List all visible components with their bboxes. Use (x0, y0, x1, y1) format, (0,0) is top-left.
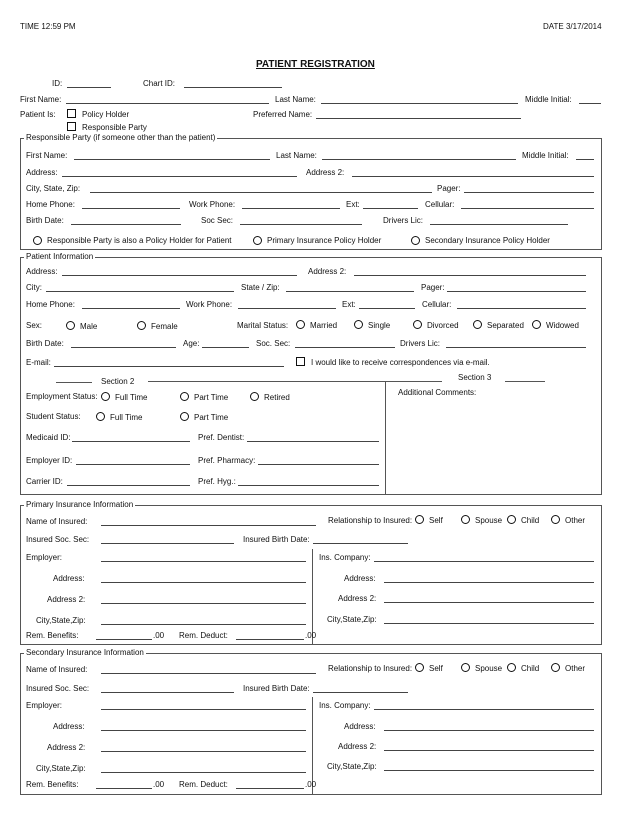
pt-address-field[interactable] (62, 275, 297, 276)
pt-drivers-lic-label: Drivers Lic: (400, 339, 441, 348)
pri-rem-deduct-label: Rem. Deduct: (179, 631, 228, 640)
pri-rem-benefits-label: Rem. Benefits: (26, 631, 79, 640)
pt-ext-label: Ext: (342, 300, 356, 309)
pref-dentist-label: Pref. Dentist: (198, 433, 245, 442)
pri-ins-company-field[interactable] (374, 561, 594, 562)
sec-insured-birth-label: Insured Birth Date: (243, 684, 310, 693)
marital-widowed-label: Widowed (546, 321, 579, 330)
student-full-time-radio[interactable] (96, 412, 105, 421)
pt-age-label: Age: (183, 339, 200, 348)
sec-spouse-radio[interactable] (461, 663, 470, 672)
pt-soc-sec-field[interactable] (295, 347, 395, 348)
policy-holder-checkbox[interactable] (67, 109, 76, 118)
preferred-name-field[interactable] (316, 118, 521, 119)
pri-name-insured-field[interactable] (101, 525, 316, 526)
pri-ins-company-label: Ins. Company: (319, 553, 371, 562)
pri-emp-address2-label: Address 2: (47, 595, 86, 604)
pt-age-field[interactable] (202, 347, 249, 348)
marital-married-radio[interactable] (296, 320, 305, 329)
sec-employer-field[interactable] (101, 709, 306, 710)
sex-male-label: Male (80, 322, 98, 331)
marital-married-label: Married (310, 321, 338, 330)
pri-ins-csz-field[interactable] (384, 623, 594, 624)
pri-emp-address-label: Address: (53, 574, 85, 583)
pri-relationship-label: Relationship to Insured: (328, 516, 413, 525)
pref-pharmacy-field[interactable] (258, 464, 379, 465)
marital-separated-label: Separated (487, 321, 524, 330)
sec-rem-deduct-label: Rem. Deduct: (179, 780, 228, 789)
employment-full-time-label: Full Time (115, 393, 148, 402)
pri-spouse-label: Spouse (475, 516, 503, 525)
marital-single-label: Single (368, 321, 391, 330)
resp-drivers-lic-label: Drivers Lic: (383, 216, 424, 225)
sec-emp-address-label: Address: (53, 722, 85, 731)
id-label: ID: (52, 79, 63, 88)
marital-widowed-radio[interactable] (532, 320, 541, 329)
sex-female-label: Female (151, 322, 178, 331)
sec-emp-csz-label: City,State,Zip: (36, 764, 86, 773)
medicaid-id-label: Medicaid ID: (26, 433, 71, 442)
resp-middle-initial-field[interactable] (576, 159, 594, 160)
pri-other-label: Other (565, 516, 586, 525)
pt-address2-field[interactable] (354, 275, 586, 276)
resp-work-phone-label: Work Phone: (189, 200, 236, 209)
pt-email-label: E-mail: (26, 358, 51, 367)
pri-ins-csz-label: City,State,Zip: (327, 615, 377, 624)
sex-female-radio[interactable] (137, 321, 146, 330)
student-part-time-label: Part Time (194, 413, 229, 422)
pt-work-phone-field[interactable] (238, 308, 336, 309)
sec-ins-csz-label: City,State,Zip: (327, 762, 377, 771)
resp-work-phone-field[interactable] (242, 208, 340, 209)
time-stamp: TIME 12:59 PM (20, 22, 76, 31)
sec-spouse-label: Spouse (475, 664, 503, 673)
sec-child-label: Child (521, 664, 540, 673)
pri-employer-field[interactable] (101, 561, 306, 562)
sec-emp-address-field[interactable] (101, 730, 306, 731)
pt-birth-date-label: Birth Date: (26, 339, 64, 348)
sec-name-insured-label: Name of Insured: (26, 665, 88, 674)
sec-child-radio[interactable] (507, 663, 516, 672)
pt-sex-label: Sex: (26, 321, 43, 330)
resp-address-label: Address: (26, 168, 58, 177)
pri-rem-benefits-cents: .00 (153, 631, 165, 640)
medicaid-id-field[interactable] (72, 441, 190, 442)
marital-divorced-radio[interactable] (413, 320, 422, 329)
resp-address-field[interactable] (62, 176, 297, 177)
pref-dentist-field[interactable] (247, 441, 379, 442)
resp-home-phone-field[interactable] (82, 208, 180, 209)
section-rule (148, 381, 442, 382)
resp-primary-holder-radio[interactable] (253, 236, 262, 245)
sec-ins-address-label: Address: (344, 722, 376, 731)
pri-self-label: Self (429, 516, 443, 525)
resp-drivers-lic-field[interactable] (430, 224, 568, 225)
resp-address2-label: Address 2: (306, 168, 345, 177)
pri-rem-benefits-field[interactable] (96, 639, 152, 640)
resp-first-name-field[interactable] (74, 159, 270, 160)
pt-home-phone-label: Home Phone: (26, 300, 75, 309)
resp-pager-field[interactable] (464, 192, 594, 193)
sec-rem-benefits-cents: .00 (153, 780, 165, 789)
sec-ins-address2-field[interactable] (384, 750, 594, 751)
employment-full-time-radio[interactable] (101, 392, 110, 401)
sec-employer-label: Employer: (26, 701, 63, 710)
first-name-field[interactable] (66, 103, 269, 104)
employment-part-time-radio[interactable] (180, 392, 189, 401)
pt-address-label: Address: (26, 267, 58, 276)
section2-label: Section 2 (101, 377, 135, 386)
pt-city-label: City: (26, 283, 42, 292)
resp-ext-field[interactable] (363, 208, 418, 209)
patient-information-title: Patient Information (26, 252, 94, 261)
employer-id-label: Employer ID: (26, 456, 73, 465)
pref-hyg-label: Pref. Hyg.: (198, 477, 236, 486)
pri-rem-deduct-field[interactable] (236, 639, 304, 640)
resp-home-phone-label: Home Phone: (26, 200, 75, 209)
policy-holder-label: Policy Holder (82, 110, 130, 119)
pri-ins-address2-field[interactable] (384, 602, 594, 603)
first-name-label: First Name: (20, 95, 62, 104)
pt-state-zip-field[interactable] (286, 291, 414, 292)
marital-status-label: Marital Status: (237, 321, 289, 330)
resp-cellular-field[interactable] (461, 208, 594, 209)
employment-retired-label: Retired (264, 393, 290, 402)
additional-comments-label: Additional Comments: (398, 388, 477, 397)
resp-ext-label: Ext: (346, 200, 360, 209)
sec-ins-company-field[interactable] (374, 709, 594, 710)
sec-relationship-label: Relationship to Insured: (328, 664, 413, 673)
sec-name-insured-field[interactable] (101, 673, 316, 674)
section3-rule-right (505, 381, 545, 382)
resp-middle-initial-label: Middle Initial: (522, 151, 569, 160)
pt-pager-field[interactable] (447, 291, 586, 292)
resp-birth-date-field[interactable] (71, 224, 181, 225)
resp-primary-holder-label: Primary Insurance Policy Holder (267, 236, 382, 245)
pt-address2-label: Address 2: (308, 267, 347, 276)
student-status-label: Student Status: (26, 412, 81, 421)
sec-emp-address2-label: Address 2: (47, 743, 86, 752)
resp-address2-field[interactable] (352, 176, 594, 177)
resp-soc-sec-field[interactable] (240, 224, 362, 225)
resp-soc-sec-label: Soc Sec: (201, 216, 234, 225)
responsible-party-title: Responsible Party (if someone other than the patient) (26, 133, 216, 142)
chart-id-label: Chart ID: (143, 79, 176, 88)
sec-insured-birth-field[interactable] (313, 692, 408, 693)
pt-drivers-lic-field[interactable] (446, 347, 586, 348)
sec-self-label: Self (429, 664, 443, 673)
section3-label: Section 3 (458, 373, 492, 382)
sec-other-radio[interactable] (551, 663, 560, 672)
sec-self-radio[interactable] (415, 663, 424, 672)
pri-name-insured-label: Name of Insured: (26, 517, 88, 526)
pri-emp-address-field[interactable] (101, 582, 306, 583)
responsible-party-label: Responsible Party (82, 123, 147, 132)
sex-male-radio[interactable] (66, 321, 75, 330)
pt-soc-sec-label: Soc. Sec: (256, 339, 291, 348)
responsible-party-checkbox[interactable] (67, 122, 76, 131)
pt-pager-label: Pager: (421, 283, 445, 292)
pt-cellular-field[interactable] (457, 308, 586, 309)
pri-rem-deduct-cents: .00 (305, 631, 317, 640)
marital-separated-radio[interactable] (473, 320, 482, 329)
employment-status-label: Employment Status: (26, 392, 98, 401)
pri-ins-address2-label: Address 2: (338, 594, 377, 603)
resp-secondary-holder-label: Secondary Insurance Policy Holder (425, 236, 550, 245)
sec-emp-address2-field[interactable] (101, 751, 306, 752)
marital-single-radio[interactable] (354, 320, 363, 329)
pri-employer-label: Employer: (26, 553, 63, 562)
sec-ins-address2-label: Address 2: (338, 742, 377, 751)
middle-initial-field[interactable] (579, 103, 601, 104)
last-name-label: Last Name: (275, 95, 316, 104)
carrier-id-label: Carrier ID: (26, 477, 63, 486)
patient-information-section (20, 257, 602, 495)
sec-rem-deduct-cents: .00 (305, 780, 317, 789)
page-title: PATIENT REGISTRATION (256, 59, 375, 70)
sec-rem-benefits-label: Rem. Benefits: (26, 780, 79, 789)
sec-rem-benefits-field[interactable] (96, 788, 152, 789)
pri-insured-birth-label: Insured Birth Date: (243, 535, 310, 544)
pref-pharmacy-label: Pref. Pharmacy: (198, 456, 256, 465)
secondary-insurance-section (20, 653, 602, 795)
email-correspondence-checkbox[interactable] (296, 357, 305, 366)
resp-last-name-field[interactable] (322, 159, 516, 160)
section2-rule-left (56, 382, 92, 383)
sec-rem-deduct-field[interactable] (236, 788, 304, 789)
pt-birth-date-field[interactable] (71, 347, 176, 348)
resp-cellular-label: Cellular: (425, 200, 455, 209)
pri-emp-address2-field[interactable] (101, 603, 306, 604)
secondary-insurance-title: Secondary Insurance Information (26, 648, 144, 657)
pri-insured-soc-field[interactable] (101, 543, 234, 544)
pri-self-radio[interactable] (415, 515, 424, 524)
resp-pager-label: Pager: (437, 184, 461, 193)
pt-home-phone-field[interactable] (82, 308, 180, 309)
pri-ins-address-field[interactable] (384, 582, 594, 583)
resp-secondary-holder-radio[interactable] (411, 236, 420, 245)
marital-divorced-label: Divorced (427, 321, 459, 330)
pri-other-radio[interactable] (551, 515, 560, 524)
sec-emp-csz-field[interactable] (101, 772, 306, 773)
pri-ins-address-label: Address: (344, 574, 376, 583)
sec-ins-company-label: Ins. Company: (319, 701, 371, 710)
pri-insured-soc-label: Insured Soc. Sec: (26, 535, 90, 544)
sec-insured-soc-label: Insured Soc. Sec: (26, 684, 90, 693)
resp-birth-date-label: Birth Date: (26, 216, 64, 225)
email-correspondence-label: I would like to receive correspondences via e-mail. (311, 358, 490, 367)
pri-child-label: Child (521, 516, 540, 525)
pt-cellular-label: Cellular: (422, 300, 452, 309)
sec-ins-address-field[interactable] (384, 730, 594, 731)
pri-child-radio[interactable] (507, 515, 516, 524)
middle-initial-label: Middle Initial: (525, 95, 572, 104)
id-field[interactable] (67, 87, 111, 88)
employment-part-time-label: Part Time (194, 393, 229, 402)
carrier-id-field[interactable] (67, 485, 190, 486)
pri-emp-csz-label: City,State,Zip: (36, 616, 86, 625)
resp-policy-holder-radio[interactable] (33, 236, 42, 245)
pt-state-zip-label: State / Zip: (241, 283, 280, 292)
pref-hyg-field[interactable] (238, 485, 379, 486)
pt-city-field[interactable] (46, 291, 234, 292)
sec-other-label: Other (565, 664, 586, 673)
pri-emp-csz-field[interactable] (101, 624, 306, 625)
resp-policy-holder-label: Responsible Party is also a Policy Holder for Patient (47, 236, 232, 245)
last-name-field[interactable] (321, 103, 518, 104)
student-part-time-radio[interactable] (180, 412, 189, 421)
preferred-name-label: Preferred Name: (253, 110, 313, 119)
resp-last-name-label: Last Name: (276, 151, 317, 160)
resp-csz-label: City, State, Zip: (26, 184, 81, 193)
sec-ins-csz-field[interactable] (384, 770, 594, 771)
primary-insurance-title: Primary Insurance Information (26, 500, 134, 509)
pt-email-field[interactable] (54, 366, 284, 367)
resp-csz-field[interactable] (90, 192, 432, 193)
section-divider (385, 381, 386, 495)
employment-retired-radio[interactable] (250, 392, 259, 401)
sec-insured-soc-field[interactable] (101, 692, 234, 693)
pri-insured-birth-field[interactable] (313, 543, 408, 544)
patient-is-label: Patient Is: (20, 110, 56, 119)
pri-spouse-radio[interactable] (461, 515, 470, 524)
resp-first-name-label: First Name: (26, 151, 68, 160)
chart-id-field[interactable] (184, 87, 282, 88)
pt-work-phone-label: Work Phone: (186, 300, 233, 309)
date-stamp: DATE 3/17/2014 (543, 22, 602, 31)
pt-ext-field[interactable] (359, 308, 415, 309)
employer-id-field[interactable] (76, 464, 190, 465)
student-full-time-label: Full Time (110, 413, 143, 422)
